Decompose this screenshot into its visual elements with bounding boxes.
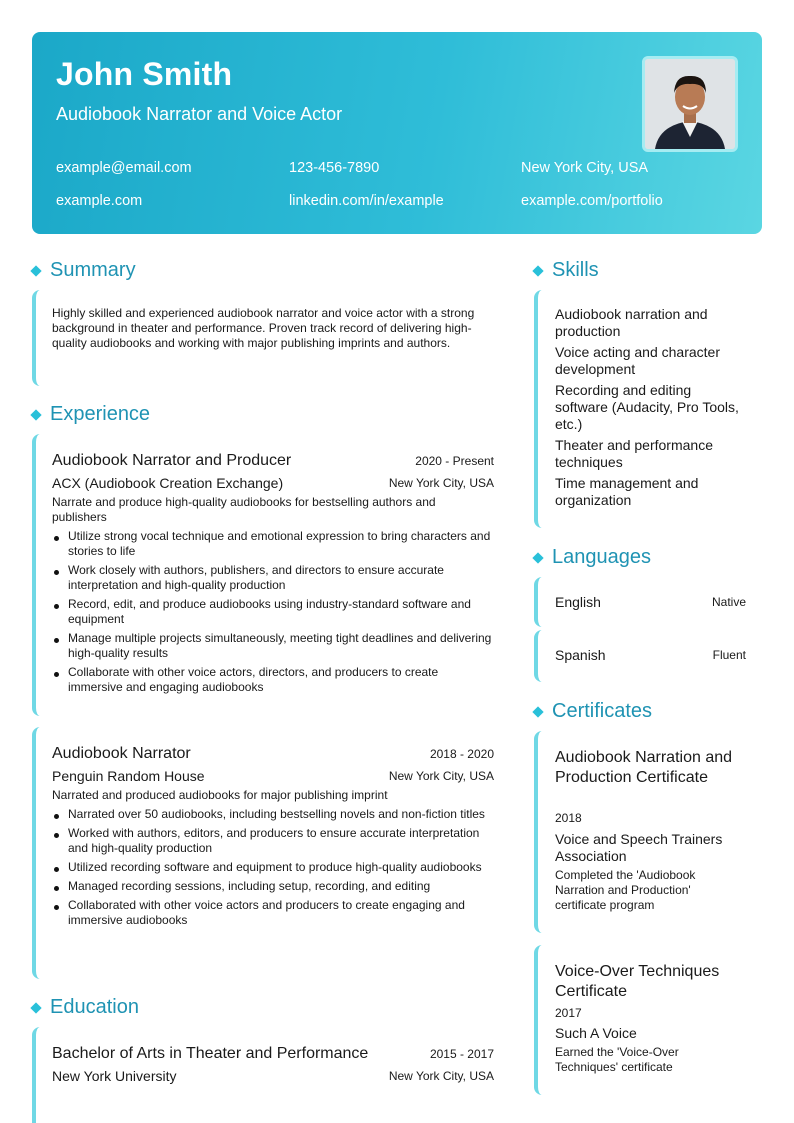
list-item: Narrated over 50 audiobooks, including bestselling novels and non-fiction titles xyxy=(52,807,492,822)
education-degree: Bachelor of Arts in Theater and Performance xyxy=(52,1045,369,1062)
list-item: Work closely with authors, publishers, and directors to ensure accurate interpretation and high-quality production xyxy=(52,563,492,593)
summary-heading-label: Summary xyxy=(50,259,136,281)
list-item: Record, edit, and produce audiobooks using industry-standard software and equipment xyxy=(52,597,492,627)
language-name: English xyxy=(555,594,601,610)
education-school: New York University xyxy=(52,1068,177,1084)
languages-heading-label: Languages xyxy=(552,546,651,568)
job-title: Audiobook Narrator xyxy=(52,745,191,762)
contact-website[interactable]: example.com xyxy=(56,193,143,209)
list-item: Manage multiple projects simultaneously, meeting tight deadlines and delivering high-quality results xyxy=(52,631,492,661)
diamond-bullet-icon xyxy=(30,265,41,276)
contact-portfolio[interactable]: example.com/portfolio xyxy=(521,193,663,209)
skill-item: Voice acting and character development xyxy=(555,344,720,377)
skills-heading xyxy=(532,259,599,282)
job-description: Narrate and produce high-quality audiobooks for bestselling authors and publishers xyxy=(52,495,436,524)
skill-item: Theater and performance techniques xyxy=(555,437,713,470)
job-company: ACX (Audiobook Creation Exchange) xyxy=(52,475,284,491)
certificate-year: 2017 xyxy=(555,1006,582,1020)
contact-linkedin[interactable]: linkedin.com/in/example xyxy=(289,193,444,209)
experience-heading-label: Experience xyxy=(50,403,151,425)
skills-heading-label: Skills xyxy=(552,259,599,281)
certificate-org: Voice and Speech Trainers Association xyxy=(555,831,723,864)
list-item: Collaborate with other voice actors, directors, and producers to create immersive and engaging audiobooks xyxy=(52,665,492,695)
language-level: Native xyxy=(711,595,746,609)
list-item: Collaborated with other voice actors and producers to create engaging and immersive audiobooks xyxy=(52,898,492,928)
skill-item: Time management and organization xyxy=(555,475,699,508)
job-company: Penguin Random House xyxy=(52,768,205,784)
contact-email[interactable]: example@email.com xyxy=(56,160,192,176)
job-dates: 2020 - Present xyxy=(415,454,494,468)
profile-photo xyxy=(642,56,738,152)
certificate-description: Completed the 'Audiobook Narration and Production' certificate program xyxy=(555,868,696,912)
education-heading-label: Education xyxy=(50,996,139,1018)
job-description: Narrated and produced audiobooks for major publishing imprint xyxy=(52,788,388,802)
job-bullet-list xyxy=(52,529,492,699)
job-title: Audiobook Narrator and Producer xyxy=(52,452,292,469)
language-level: Fluent xyxy=(712,648,746,662)
skill-item: Recording and editing software (Audacity, Pro Tools, etc.) xyxy=(555,382,739,432)
summary-heading xyxy=(30,259,136,282)
diamond-bullet-icon xyxy=(30,1002,41,1013)
language-name: Spanish xyxy=(555,647,606,663)
education-heading xyxy=(30,996,139,1019)
experience-heading xyxy=(30,403,150,426)
diamond-bullet-icon xyxy=(532,552,543,563)
list-item: Worked with authors, editors, and producers to ensure accurate interpretation and high-quality production xyxy=(52,826,492,856)
person-name: John Smith xyxy=(56,56,233,92)
resume-header xyxy=(32,32,762,234)
diamond-bullet-icon xyxy=(532,265,543,276)
certificate-title: Audiobook Narration and Production Certificate xyxy=(555,749,733,786)
certificate-org: Such A Voice xyxy=(555,1025,637,1041)
skills-list xyxy=(555,306,745,513)
certificate-description: Earned the 'Voice-Over Techniques' certificate xyxy=(555,1045,679,1074)
job-location: New York City, USA xyxy=(388,769,494,783)
diamond-bullet-icon xyxy=(532,706,543,717)
diamond-bullet-icon xyxy=(30,409,41,420)
list-item: Utilize strong vocal technique and emotional expression to bring characters and stories to life xyxy=(52,529,492,559)
languages-heading xyxy=(532,546,651,569)
person-avatar-icon xyxy=(645,59,735,149)
contact-location: New York City, USA xyxy=(521,160,649,176)
list-item: Managed recording sessions, including setup, recording, and editing xyxy=(52,879,492,894)
certificates-heading-label: Certificates xyxy=(552,700,653,722)
contact-phone[interactable]: 123-456-7890 xyxy=(289,160,380,176)
certificate-title: Voice-Over Techniques Certificate xyxy=(555,963,720,1000)
certificate-year: 2018 xyxy=(555,811,582,825)
education-dates: 2015 - 2017 xyxy=(429,1047,494,1061)
job-location: New York City, USA xyxy=(388,476,494,490)
job-bullet-list xyxy=(52,807,492,932)
job-dates: 2018 - 2020 xyxy=(429,747,494,761)
summary-text: Highly skilled and experienced audiobook narrator and voice actor with a strong background in theater and performance. Proven track record of delivering high-quality audiobooks and working with major publishing imprints and authors. xyxy=(52,306,475,350)
education-location: New York City, USA xyxy=(388,1069,494,1083)
skill-item: Audiobook narration and production xyxy=(555,306,708,339)
list-item: Utilized recording software and equipment to produce high-quality audiobooks xyxy=(52,860,492,875)
certificates-heading xyxy=(532,700,652,723)
person-title: Audiobook Narrator and Voice Actor xyxy=(56,104,343,124)
